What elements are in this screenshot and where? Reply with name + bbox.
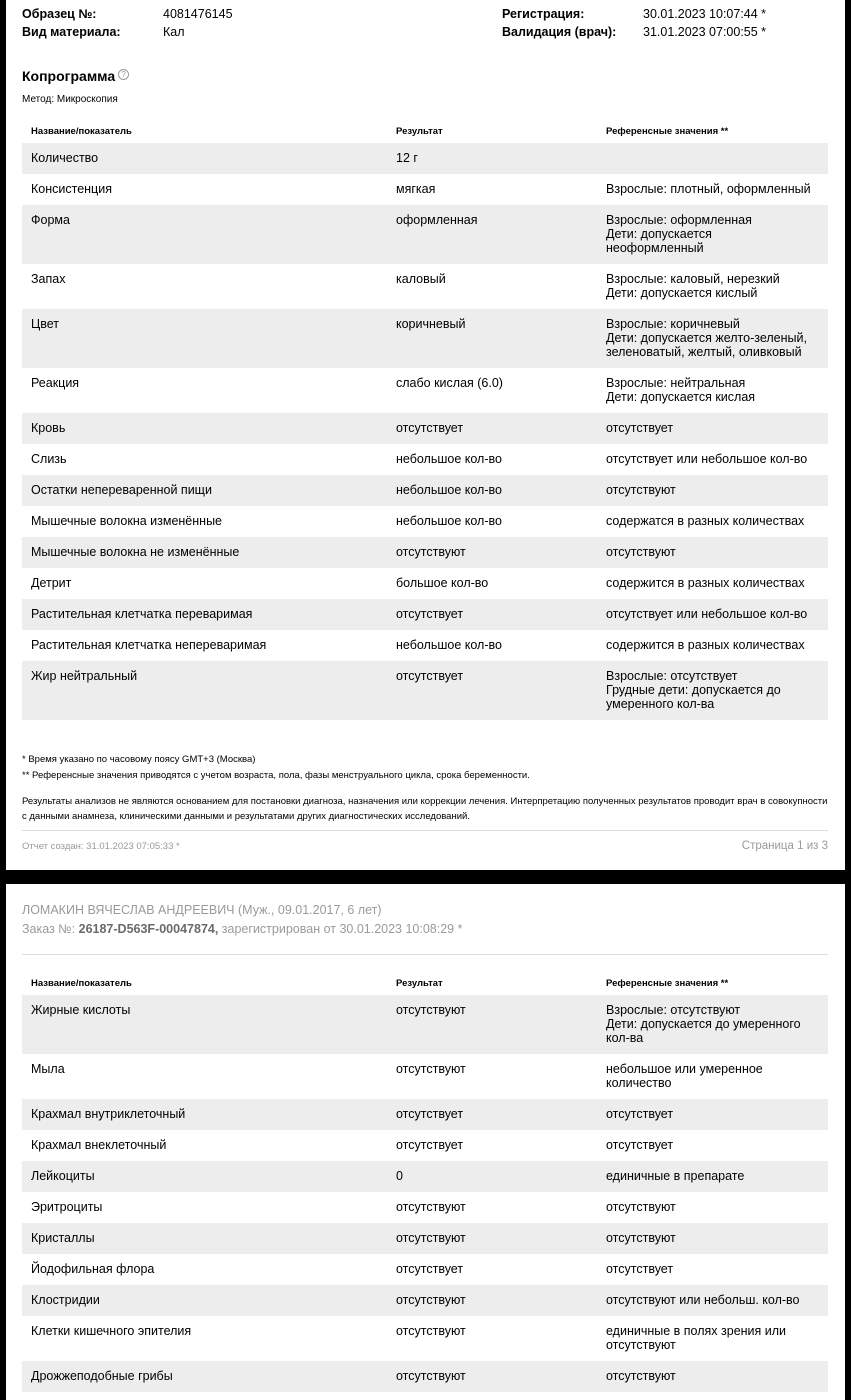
- row-result: отсутствует: [396, 1107, 464, 1121]
- table-row: [22, 995, 828, 1054]
- table-row: [22, 1099, 828, 1130]
- table-row: [22, 599, 828, 630]
- row-result: большое кол-во: [396, 576, 489, 590]
- row-name: Растительная клетчатка переваримая: [31, 607, 253, 621]
- row-result: отсутствуют: [396, 1324, 466, 1338]
- row-result: 12 г: [396, 151, 418, 165]
- col-result-header: Результат: [396, 978, 443, 989]
- row-name: Мышечные волокна не изменённые: [31, 545, 240, 559]
- row-name: Количество: [31, 151, 99, 165]
- table-row: [22, 1130, 828, 1161]
- row-name: Реакция: [31, 376, 80, 390]
- row-name: Остатки непереваренной пищи: [31, 483, 212, 497]
- registration-value: 30.01.2023 10:07:44 *: [643, 7, 767, 21]
- row-result: отсутствуют: [396, 1369, 466, 1383]
- row-name: Эритроциты: [31, 1200, 103, 1214]
- row-reference: Взрослые: каловый, нерезкий Дети: допускается кислый: [606, 272, 780, 300]
- col-result-header: Результат: [396, 126, 443, 137]
- row-reference: отсутствуют: [606, 545, 676, 559]
- row-result: оформленная: [396, 213, 478, 227]
- table-row: [22, 1161, 828, 1192]
- table-row: [22, 1054, 828, 1099]
- row-name: Мышечные волокна изменённые: [31, 514, 223, 528]
- row-result: 0: [396, 1169, 403, 1183]
- row-name: Лейкоциты: [31, 1169, 95, 1183]
- validation-label: Валидация (врач):: [502, 25, 617, 39]
- row-reference: отсутствуют: [606, 1231, 676, 1245]
- row-reference: отсутствует: [606, 1107, 674, 1121]
- row-name: Детрит: [31, 576, 72, 590]
- row-result: отсутствуют: [396, 1062, 466, 1076]
- table-row: [22, 537, 828, 568]
- row-result: слабо кислая (6.0): [396, 376, 503, 390]
- info-icon[interactable]: ?: [118, 69, 129, 80]
- row-name: Кровь: [31, 421, 66, 435]
- row-reference: отсутствуют: [606, 483, 676, 497]
- report-created: Отчет создан: 31.01.2023 07:05:33 *: [22, 841, 180, 852]
- row-name: Жирные кислоты: [31, 1003, 131, 1017]
- row-reference: отсутствуют: [606, 1369, 676, 1383]
- divider: [22, 954, 828, 955]
- row-name: Мыла: [31, 1062, 65, 1076]
- row-name: Растительная клетчатка непереваримая: [31, 638, 267, 652]
- report-page-1: [6, 0, 845, 870]
- row-result: отсутствуют: [396, 1003, 466, 1017]
- table-row: [22, 309, 828, 368]
- row-reference: Взрослые: отсутствует Грудные дети: допускается до умеренного кол-ва: [606, 669, 781, 711]
- row-name: Форма: [31, 213, 70, 227]
- row-reference: Взрослые: плотный, оформленный: [606, 182, 811, 196]
- table-row: [22, 506, 828, 537]
- row-result: небольшое кол-во: [396, 514, 502, 528]
- col-name-header: Название/показатель: [31, 126, 132, 137]
- report-page-2: [6, 884, 845, 1400]
- table-row: [22, 661, 828, 720]
- footnote-reference: ** Референсные значения приводятся с учетом возраста, пола, фазы менструального цикла, срока беременности.: [22, 770, 530, 781]
- table-row: [22, 1254, 828, 1285]
- row-name: Консистенция: [31, 182, 112, 196]
- row-name: Цвет: [31, 317, 60, 331]
- row-result: отсутствуют: [396, 1231, 466, 1245]
- table-row: [22, 568, 828, 599]
- col-ref-header: Референсные значения **: [606, 126, 729, 137]
- row-reference: отсутствует: [606, 1262, 674, 1276]
- row-reference: Взрослые: коричневый Дети: допускается желто-зеленый, зеленоватый, желтый, оливковый: [606, 317, 807, 359]
- row-result: коричневый: [396, 317, 466, 331]
- row-result: мягкая: [396, 182, 436, 196]
- patient-info: ЛОМАКИН ВЯЧЕСЛАВ АНДРЕЕВИЧ (Муж., 09.01.2017, 6 лет): [22, 903, 382, 917]
- row-result: каловый: [396, 272, 446, 286]
- row-name: Слизь: [31, 452, 67, 466]
- row-reference: единичные в препарате: [606, 1169, 745, 1183]
- sample-value: 4081476145: [163, 7, 233, 21]
- row-reference: отсутствует или небольшое кол-во: [606, 452, 808, 466]
- row-result: отсутствует: [396, 607, 464, 621]
- disclaimer: Результаты анализов не являются основанием для постановки диагноза, назначения или коррекции лечения. Интерпретацию полученных результатов проводит врач в совокупности с данными анамнеза, клиническими данными и результатами других диагностических исследований.: [22, 796, 828, 822]
- validation-value: 31.01.2023 07:00:55 *: [643, 25, 767, 39]
- row-reference: отсутствует: [606, 1138, 674, 1152]
- row-reference: Взрослые: нейтральная Дети: допускается кислая: [606, 376, 756, 404]
- row-reference: содержится в разных количествах: [606, 576, 805, 590]
- row-result: отсутствуют: [396, 545, 466, 559]
- row-reference: отсутствует или небольшое кол-во: [606, 607, 808, 621]
- row-reference: небольшое или умеренное количество: [606, 1062, 763, 1090]
- row-result: небольшое кол-во: [396, 452, 502, 466]
- col-ref-header: Референсные значения **: [606, 978, 729, 989]
- registration-label: Регистрация:: [502, 7, 585, 21]
- row-reference: единичные в полях зрения или отсутствуют: [606, 1324, 787, 1352]
- row-reference: Взрослые: отсутствуют Дети: допускается до умеренного кол-ва: [606, 1003, 801, 1045]
- row-name: Кристаллы: [31, 1231, 95, 1245]
- row-name: Запах: [31, 272, 66, 286]
- row-name: Йодофильная флора: [31, 1262, 155, 1276]
- table-row: [22, 630, 828, 661]
- divider: [22, 830, 828, 831]
- row-result: небольшое кол-во: [396, 483, 502, 497]
- sample-label: Образец №:: [22, 7, 97, 21]
- table-row: [22, 368, 828, 413]
- row-result: отсутствует: [396, 1138, 464, 1152]
- row-name: Клостридии: [31, 1293, 100, 1307]
- method: Метод: Микроскопия: [22, 94, 118, 105]
- row-reference: отсутствуют или небольш. кол-во: [606, 1293, 800, 1307]
- table-row: [22, 205, 828, 264]
- section-title: Копрограмма ?: [22, 68, 129, 84]
- col-name-header: Название/показатель: [31, 978, 132, 989]
- material-label: Вид материала:: [22, 25, 121, 39]
- row-result: отсутствует: [396, 421, 464, 435]
- table-row: [22, 264, 828, 309]
- table-row: [22, 1192, 828, 1223]
- row-result: отсутствует: [396, 669, 464, 683]
- table-row: [22, 174, 828, 205]
- row-reference: отсутствуют: [606, 1200, 676, 1214]
- table-row: [22, 1361, 828, 1392]
- order-info: Заказ №: 26187-D563F-00047874, зарегистрирован от 30.01.2023 10:08:29 *: [22, 922, 463, 936]
- material-value: Кал: [163, 25, 185, 39]
- table-row: [22, 444, 828, 475]
- row-result: отсутствуют: [396, 1293, 466, 1307]
- row-name: Крахмал внутриклеточный: [31, 1107, 186, 1121]
- footnote-timezone: * Время указано по часовому поясу GMT+3 (Москва): [22, 754, 256, 765]
- table-row: [22, 413, 828, 444]
- row-reference: содержится в разных количествах: [606, 638, 805, 652]
- row-reference: отсутствует: [606, 421, 674, 435]
- row-reference: содержатся в разных количествах: [606, 514, 805, 528]
- row-name: Жир нейтральный: [31, 669, 138, 683]
- row-name: Дрожжеподобные грибы: [31, 1369, 173, 1383]
- order-number: 26187-D563F-00047874,: [78, 922, 219, 936]
- table-row: [22, 475, 828, 506]
- row-result: отсутствуют: [396, 1200, 466, 1214]
- table-row: [22, 1223, 828, 1254]
- row-name: Клетки кишечного эпителия: [31, 1324, 192, 1338]
- table-row: [22, 143, 828, 174]
- table-row: [22, 1285, 828, 1316]
- table-row: [22, 1316, 828, 1361]
- row-result: отсутствует: [396, 1262, 464, 1276]
- row-result: небольшое кол-во: [396, 638, 502, 652]
- row-name: Крахмал внеклеточный: [31, 1138, 167, 1152]
- row-reference: Взрослые: оформленная Дети: допускается неоформленный: [606, 213, 752, 255]
- page-number: Страница 1 из 3: [741, 840, 828, 852]
